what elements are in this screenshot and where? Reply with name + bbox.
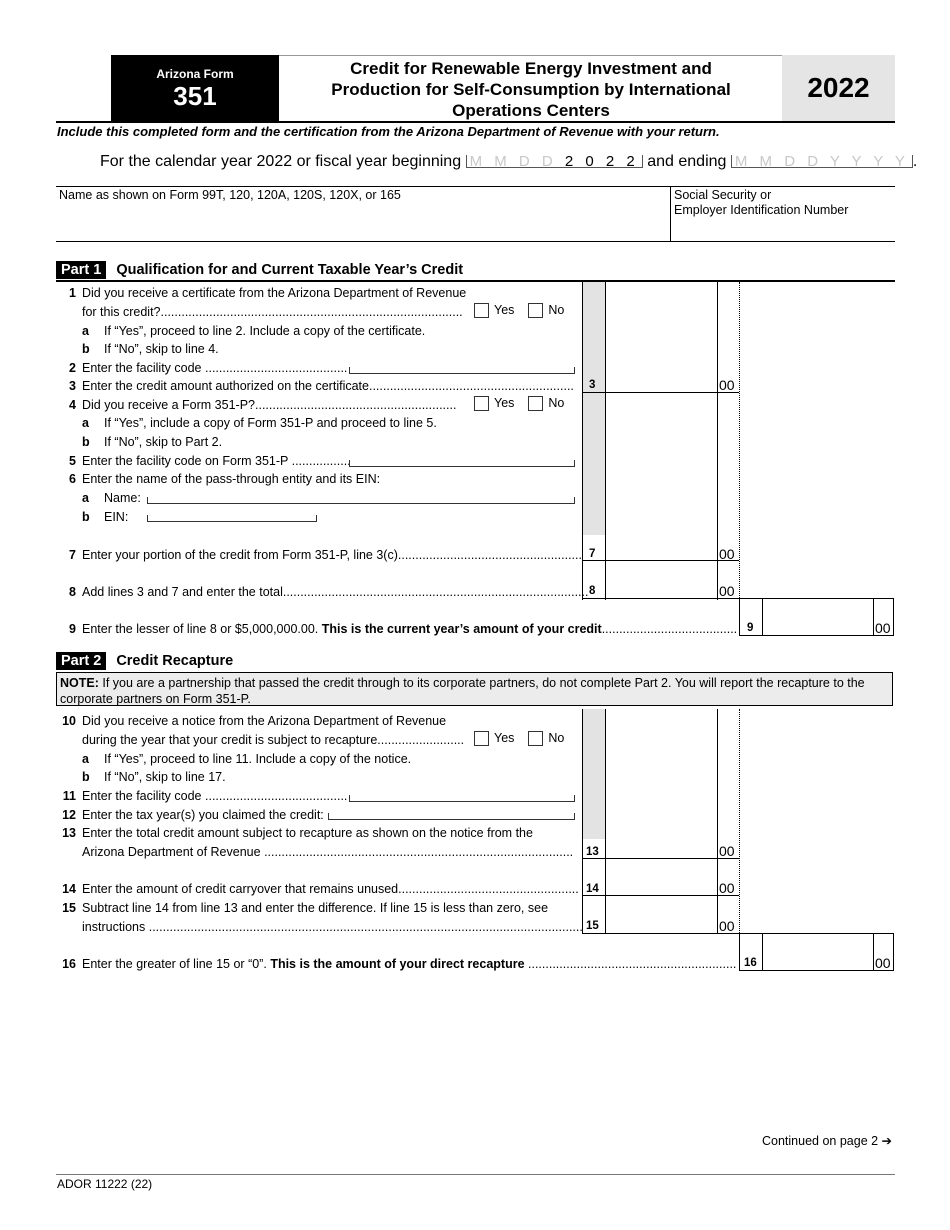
line-12-tax-years-field[interactable]: [328, 813, 575, 820]
title-line-1: Credit for Renewable Energy Investment and: [350, 59, 712, 78]
line-4a-letter: a: [82, 416, 89, 430]
line-1b-text: If “No”, skip to line 4.: [104, 342, 219, 356]
note-text: If you are a partnership that passed the credit through to its corporate partners, do not complete Part 2. You will report the recapture to the corporate partners on Form 351-P.: [60, 676, 865, 706]
line7-box-bottom: [582, 560, 739, 561]
line-15-num: 15: [62, 901, 76, 915]
line-4-yes-checkbox[interactable]: [474, 396, 489, 411]
line-15-text-2: instructions: [82, 920, 146, 934]
line-9-bold-text: This is the current year’s amount of your credit: [321, 622, 602, 636]
line-9: 9 Enter the lesser of line 8 or $5,000,000.00. This is the current year’s amount of your credit.......................................: [58, 622, 737, 636]
line9-cents-divider: [873, 598, 874, 636]
part1-title: Qualification for and Current Taxable Year’s Credit: [116, 262, 464, 278]
part1-col-num-right: [605, 282, 606, 600]
line-10-yes-no: [474, 731, 564, 746]
line-1-yes-checkbox[interactable]: [474, 303, 489, 318]
line16-box-left: [739, 933, 740, 971]
ssn-ein-field[interactable]: [674, 188, 848, 218]
form-number: 351: [173, 81, 217, 111]
box-num-14: 14: [586, 883, 599, 895]
line-7-num: 7: [69, 548, 76, 562]
line3-amount-field[interactable]: [607, 377, 715, 391]
box-num-3: 3: [589, 379, 596, 391]
line7-amount-field[interactable]: [607, 546, 715, 560]
line-16-text: Enter the greater of line 15 or “0”.: [82, 957, 267, 971]
calendar-prefix: For the calendar year 2022 or fiscal year beginning: [100, 153, 462, 170]
form-title: [281, 58, 781, 121]
line-11: 11 Enter the facility code .........................................: [58, 789, 347, 803]
part2-note: [56, 672, 893, 706]
continued-note: Continued on page 2 ➔: [762, 1134, 893, 1148]
line3-box-bottom: [582, 392, 739, 393]
part1-tag: Part 1: [56, 261, 106, 279]
ssn-label-2: Employer Identification Number: [674, 203, 849, 217]
line-1a: [58, 324, 425, 338]
line8-box-bottom: [582, 598, 739, 599]
line14-cents: 00: [719, 880, 735, 896]
line7-cents: 00: [719, 546, 735, 562]
begin-date-placeholder: M M D D: [469, 153, 557, 171]
line-10a-letter: a: [82, 752, 89, 766]
line9-box-right: [893, 598, 894, 636]
line-5-num: 5: [69, 454, 76, 468]
line16-cents: 00: [875, 955, 891, 971]
line-6a: [58, 491, 141, 505]
line-10b: [58, 770, 226, 784]
line3-cents: 00: [719, 377, 735, 393]
line8-cents: 00: [719, 583, 735, 599]
line-14-text: Enter the amount of credit carryover that remains unused: [82, 882, 399, 896]
line9-box-left: [739, 598, 740, 636]
box-num-16: 16: [744, 957, 757, 969]
line-6a-letter: a: [82, 491, 89, 505]
calendar-middle: and ending: [647, 153, 727, 170]
part1-shade-col: [583, 282, 605, 535]
line14-box-bottom: [582, 895, 739, 896]
line-13-num: 13: [62, 826, 76, 840]
line-6a-text: Name:: [104, 491, 141, 505]
line-6b-text: EIN:: [104, 510, 129, 524]
part2-col-left: [582, 709, 583, 933]
line-6: [58, 472, 380, 486]
line-6a-name-field[interactable]: [147, 497, 575, 504]
line16-cents-divider: [873, 933, 874, 971]
line-13-text: Enter the total credit amount subject to recapture as shown on the notice from the: [82, 826, 533, 840]
form-id-box: [111, 55, 279, 121]
box-num-7: 7: [589, 548, 596, 560]
title-line-3: Operations Centers: [452, 101, 610, 120]
part2-col-right: [739, 709, 740, 933]
footer-rule: [56, 1174, 895, 1175]
line-16: 16 Enter the greater of line 15 or “0”. This is the amount of your direct recapture ............................................................: [58, 957, 736, 971]
line-10-no-label: No: [548, 731, 565, 745]
header-bottom-rule: [56, 121, 895, 123]
name-box-bottom-rule: [56, 241, 895, 242]
part2-col-num-right: [605, 709, 606, 933]
form-revision-id: ADOR 11222 (22): [57, 1177, 153, 1191]
line-11-num: 11: [62, 789, 76, 803]
line-13: [58, 826, 533, 840]
line-7-text: Enter your portion of the credit from Form 351-P, line 3(c): [82, 548, 398, 562]
line-10a: [58, 752, 411, 766]
line-10a-text: If “Yes”, proceed to line 11. Include a copy of the notice.: [104, 752, 412, 766]
line15-box-bottom: [582, 933, 739, 934]
begin-year-value: 2 0 2 2: [564, 153, 639, 171]
line-10-text: Did you receive a notice from the Arizona Department of Revenue: [82, 714, 447, 728]
line-12: [58, 808, 324, 822]
line-10b-text: If “No”, skip to line 17.: [104, 770, 226, 784]
line-4a-text: If “Yes”, include a copy of Form 351-P and proceed to line 5.: [104, 416, 437, 430]
line-5-facility-code-field[interactable]: [349, 460, 575, 467]
box-num-15: 15: [586, 920, 599, 932]
line15-cents: 00: [719, 918, 735, 934]
line-11-facility-code-field[interactable]: [349, 795, 575, 802]
begin-date-field[interactable]: [466, 153, 643, 171]
line-14: 14 Enter the amount of credit carryover that remains unused....................................................: [58, 882, 579, 896]
line-4-yes-no: [474, 396, 564, 411]
line-1-num: 1: [69, 286, 76, 300]
line-12-text: Enter the tax year(s) you claimed the credit:: [82, 808, 324, 822]
line-2-text: Enter the facility code: [82, 361, 202, 375]
line16-amount-field[interactable]: [764, 955, 872, 969]
line16-box-right: [893, 933, 894, 971]
box-num-8: 8: [589, 585, 596, 597]
line13-cents: 00: [719, 843, 735, 859]
line-6b-letter: b: [82, 510, 90, 524]
line16-num-divider: [762, 933, 763, 971]
line-14-num: 14: [62, 882, 76, 896]
part2-tag: Part 2: [56, 652, 106, 670]
title-line-2: Production for Self-Consumption by International: [331, 80, 731, 99]
line-4-yes-label: Yes: [494, 396, 515, 410]
line15-amount-field[interactable]: [607, 918, 715, 932]
part2-col-cents-left: [717, 709, 718, 933]
line-6-num: 6: [69, 472, 76, 486]
line-1a-letter: a: [82, 324, 89, 338]
ssn-label-1: Social Security or: [674, 188, 772, 202]
line-9-num: 9: [69, 622, 76, 636]
include-instruction: Include this completed form and the certification from the Arizona Department of Revenue with your return.: [57, 124, 720, 139]
line-11-text: Enter the facility code: [82, 789, 202, 803]
line-16-bold-text: This is the amount of your direct recapture: [270, 957, 525, 971]
line-3-text: Enter the credit amount authorized on the certificate: [82, 379, 369, 393]
part2-title: Credit Recapture: [116, 653, 234, 669]
line-1b: [58, 342, 219, 356]
line-10-text-2: during the year that your credit is subject to recapture: [82, 733, 378, 747]
line-3-num: 3: [69, 379, 76, 393]
line13-amount-field[interactable]: [607, 843, 715, 857]
line-2: 2 Enter the facility code .........................................: [58, 361, 347, 375]
name-field[interactable]: Name as shown on Form 99T, 120, 120A, 120S, 120X, or 165: [59, 188, 401, 202]
line-4-no-label: No: [548, 396, 565, 410]
line8-amount-field[interactable]: [607, 583, 715, 597]
line-1-no-checkbox[interactable]: [528, 303, 543, 318]
line-10: [58, 714, 446, 728]
line-1-yes-no: [474, 303, 564, 318]
line-1-text-2: for this credit?: [82, 305, 161, 319]
line-8-num: 8: [69, 585, 76, 599]
calendar-suffix: .: [912, 153, 918, 170]
line-4-no-checkbox[interactable]: [528, 396, 543, 411]
line-5-text: Enter the facility code on Form 351-P: [82, 454, 289, 468]
form-label: Arizona Form: [156, 67, 234, 81]
line-1-cont: for this credit?.......................................................................................: [82, 305, 463, 319]
part2-shade-col: [583, 709, 605, 839]
line-15-cont: instructions .............................................................................................................................: [82, 920, 583, 934]
line-1-no-label: No: [548, 303, 565, 317]
line-9-text: Enter the lesser of line 8 or $5,000,000.00.: [82, 622, 319, 636]
line-8: 8 Add lines 3 and 7 and enter the total........................................................................................: [58, 585, 588, 599]
line-16-num: 16: [62, 957, 76, 971]
part1-col-right: [739, 282, 740, 600]
part1-rule: [56, 280, 895, 282]
tax-year: 2022: [782, 55, 895, 121]
line13-box-bottom: [582, 858, 739, 859]
line-4-text: Did you receive a Form 351-P?: [82, 398, 255, 412]
line-3: 3 Enter the credit amount authorized on the certificate...........................................................: [58, 379, 574, 393]
line9-num-divider: [762, 598, 763, 636]
line-10-cont: during the year that your credit is subject to recapture.........................: [82, 733, 465, 747]
line-6b-ein-field[interactable]: [147, 515, 317, 522]
line-10-yes-label: Yes: [494, 731, 515, 745]
note-label: NOTE:: [60, 676, 99, 690]
line-1: [58, 286, 466, 300]
part1-heading: [56, 262, 463, 280]
line-13-cont: Arizona Department of Revenue .........................................................................................: [82, 845, 574, 859]
line-1b-letter: b: [82, 342, 90, 356]
line-4b: [58, 435, 222, 449]
line-15: [58, 901, 548, 915]
line-4a: [58, 416, 437, 430]
line-1-yes-label: Yes: [494, 303, 515, 317]
name-box-top-rule: [56, 186, 895, 187]
line-10b-letter: b: [82, 770, 90, 784]
part1-col-cents-left: [717, 282, 718, 600]
box-num-9: 9: [747, 622, 754, 634]
line-4b-letter: b: [82, 435, 90, 449]
line-1a-text: If “Yes”, proceed to line 2. Include a copy of the certificate.: [104, 324, 426, 338]
line-6-text: Enter the name of the pass-through entity and its EIN:: [82, 472, 381, 486]
box-num-13: 13: [586, 846, 599, 858]
line-6b: [58, 510, 128, 524]
end-date-placeholder: M M D D Y Y Y Y: [734, 153, 909, 171]
line-12-num: 12: [62, 808, 76, 822]
line-13-text-2: Arizona Department of Revenue: [82, 845, 261, 859]
line-1-text: Did you receive a certificate from the Arizona Department of Revenue: [82, 286, 467, 300]
end-date-field[interactable]: [731, 153, 913, 171]
line-2-num: 2: [69, 361, 76, 375]
line-8-text: Add lines 3 and 7 and enter the total: [82, 585, 283, 599]
part2-heading: [56, 653, 233, 671]
line-15-text: Subtract line 14 from line 13 and enter the difference. If line 15 is less than zero, see: [82, 901, 549, 915]
line-2-facility-code-field[interactable]: [349, 367, 575, 374]
line-7: 7 Enter your portion of the credit from Form 351-P, line 3(c).....................................................: [58, 548, 582, 562]
part1-col-left: [582, 282, 583, 600]
line9-amount-field[interactable]: [764, 620, 872, 634]
line-10-num: 10: [62, 714, 76, 728]
name-ssn-divider: [670, 186, 671, 242]
line14-amount-field[interactable]: [607, 880, 715, 894]
line-4b-text: If “No”, skip to Part 2.: [104, 435, 223, 449]
line-4: 4 Did you receive a Form 351-P?..........................................................: [58, 398, 456, 412]
calendar-year-line: [100, 153, 917, 171]
line9-cents: 00: [875, 620, 891, 636]
line-5: 5 Enter the facility code on Form 351-P .................: [58, 454, 351, 468]
line-10-no-checkbox[interactable]: [528, 731, 543, 746]
line-10-yes-checkbox[interactable]: [474, 731, 489, 746]
line-4-num: 4: [69, 398, 76, 412]
